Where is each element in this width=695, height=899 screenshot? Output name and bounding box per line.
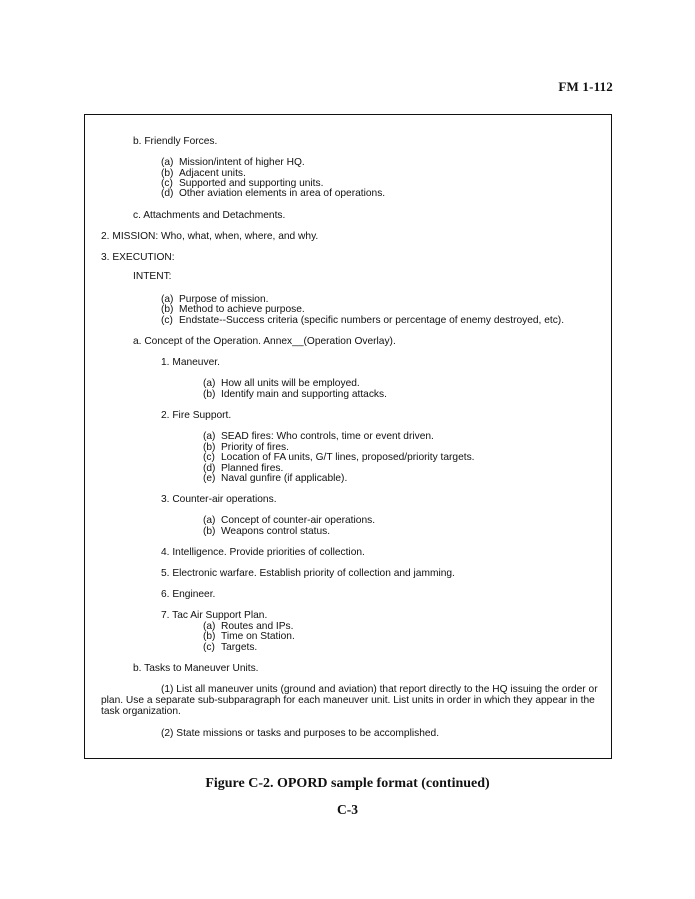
item-label: (b) <box>203 526 216 537</box>
execution-heading: 3. EXECUTION: <box>101 252 175 263</box>
item-text: Concept of counter-air operations. <box>221 515 376 526</box>
engineer-heading: 6. Engineer. <box>161 589 216 600</box>
item-text: Targets. <box>221 642 258 653</box>
item-text: Adjacent units. <box>179 168 246 179</box>
counter-air-heading: 3. Counter-air operations. <box>161 494 277 505</box>
figure-caption: Figure C-2. OPORD sample format (continued) <box>205 776 490 791</box>
tasks-heading: b. Tasks to Maneuver Units. <box>133 663 259 674</box>
concept-text: a. Concept of the Operation. Annex <box>133 336 293 347</box>
item-label: (a) <box>203 515 216 526</box>
list-item <box>203 431 434 442</box>
concept-heading <box>133 336 396 347</box>
list-item <box>203 452 475 463</box>
list-item <box>161 188 385 199</box>
item-label: (c) <box>203 642 215 653</box>
item-label: (b) <box>161 304 174 315</box>
item-text: Mission/intent of higher HQ. <box>179 157 305 168</box>
list-item <box>203 642 257 653</box>
item-label: (b) <box>203 631 216 642</box>
fire-support-heading: 2. Fire Support. <box>161 410 232 421</box>
item-text: Other aviation elements in area of operations. <box>179 188 386 199</box>
item-label: (c) <box>161 178 173 189</box>
item-label: (c) <box>203 452 215 463</box>
intelligence-heading: 4. Intelligence. Provide priorities of collection. <box>161 547 365 558</box>
item-text: Priority of fires. <box>221 442 289 453</box>
list-item <box>203 515 375 526</box>
list-item <box>203 389 387 400</box>
page-number: C-3 <box>337 802 358 817</box>
tac-air-heading: 7. Tac Air Support Plan. <box>161 610 268 621</box>
item-text: Location of FA units, G/T lines, proposed/priority targets. <box>221 452 475 463</box>
attachments-heading: c. Attachments and Detachments. <box>133 210 286 221</box>
list-item <box>161 157 305 168</box>
item-text: Endstate--Success criteria (specific numbers or percentage of enemy destroyed, etc). <box>179 315 565 326</box>
item-text: Time on Station. <box>221 631 295 642</box>
electronic-warfare-heading: 5. Electronic warfare. Establish priority of collection and jamming. <box>161 568 455 579</box>
list-item <box>203 526 330 537</box>
tasks-paragraph-1: (1) List all maneuver units (ground and aviation) that report directly to the HQ issuing the order or plan. Use a separate sub-subparagraph for each maneuver unit. List units in order in which they appear in the task organization. <box>101 684 598 717</box>
item-text: Planned fires. <box>221 463 284 474</box>
item-text: SEAD fires: Who controls, time or event driven. <box>221 431 434 442</box>
item-text: How all units will be employed. <box>221 378 360 389</box>
item-text: Purpose of mission. <box>179 294 269 305</box>
item-text: Routes and IPs. <box>221 621 294 632</box>
mission-heading: 2. MISSION: Who, what, when, where, and why. <box>101 231 319 242</box>
item-label: (a) <box>203 621 216 632</box>
list-item <box>161 304 305 315</box>
list-item <box>203 631 295 642</box>
item-text: Identify main and supporting attacks. <box>221 389 387 400</box>
item-label: (a) <box>203 431 216 442</box>
item-label: (b) <box>161 168 174 179</box>
friendly-forces-heading: b. Friendly Forces. <box>133 136 218 147</box>
concept-overlay: (Operation Overlay). <box>303 336 396 347</box>
item-label: (e) <box>203 473 216 484</box>
item-text: Method to achieve purpose. <box>179 304 305 315</box>
item-label: (d) <box>203 463 216 474</box>
item-label: (b) <box>203 389 216 400</box>
item-label: (d) <box>161 188 174 199</box>
maneuver-heading: 1. Maneuver. <box>161 357 220 368</box>
item-label: (a) <box>161 157 174 168</box>
item-text: Naval gunfire (if applicable). <box>221 473 348 484</box>
intent-heading: INTENT: <box>133 271 172 282</box>
item-text: Supported and supporting units. <box>179 178 324 189</box>
manual-code: FM 1-112 <box>558 79 613 94</box>
item-label: (a) <box>203 378 216 389</box>
tasks-paragraph-2: (2) State missions or tasks and purposes to be accomplished. <box>161 728 440 739</box>
list-item <box>203 378 360 389</box>
item-text: Weapons control status. <box>221 526 331 537</box>
list-item <box>203 473 347 484</box>
item-label: (a) <box>161 294 174 305</box>
annex-blank: __ <box>292 336 304 347</box>
list-item <box>161 315 564 326</box>
item-label: (c) <box>161 315 173 326</box>
item-label: (b) <box>203 442 216 453</box>
